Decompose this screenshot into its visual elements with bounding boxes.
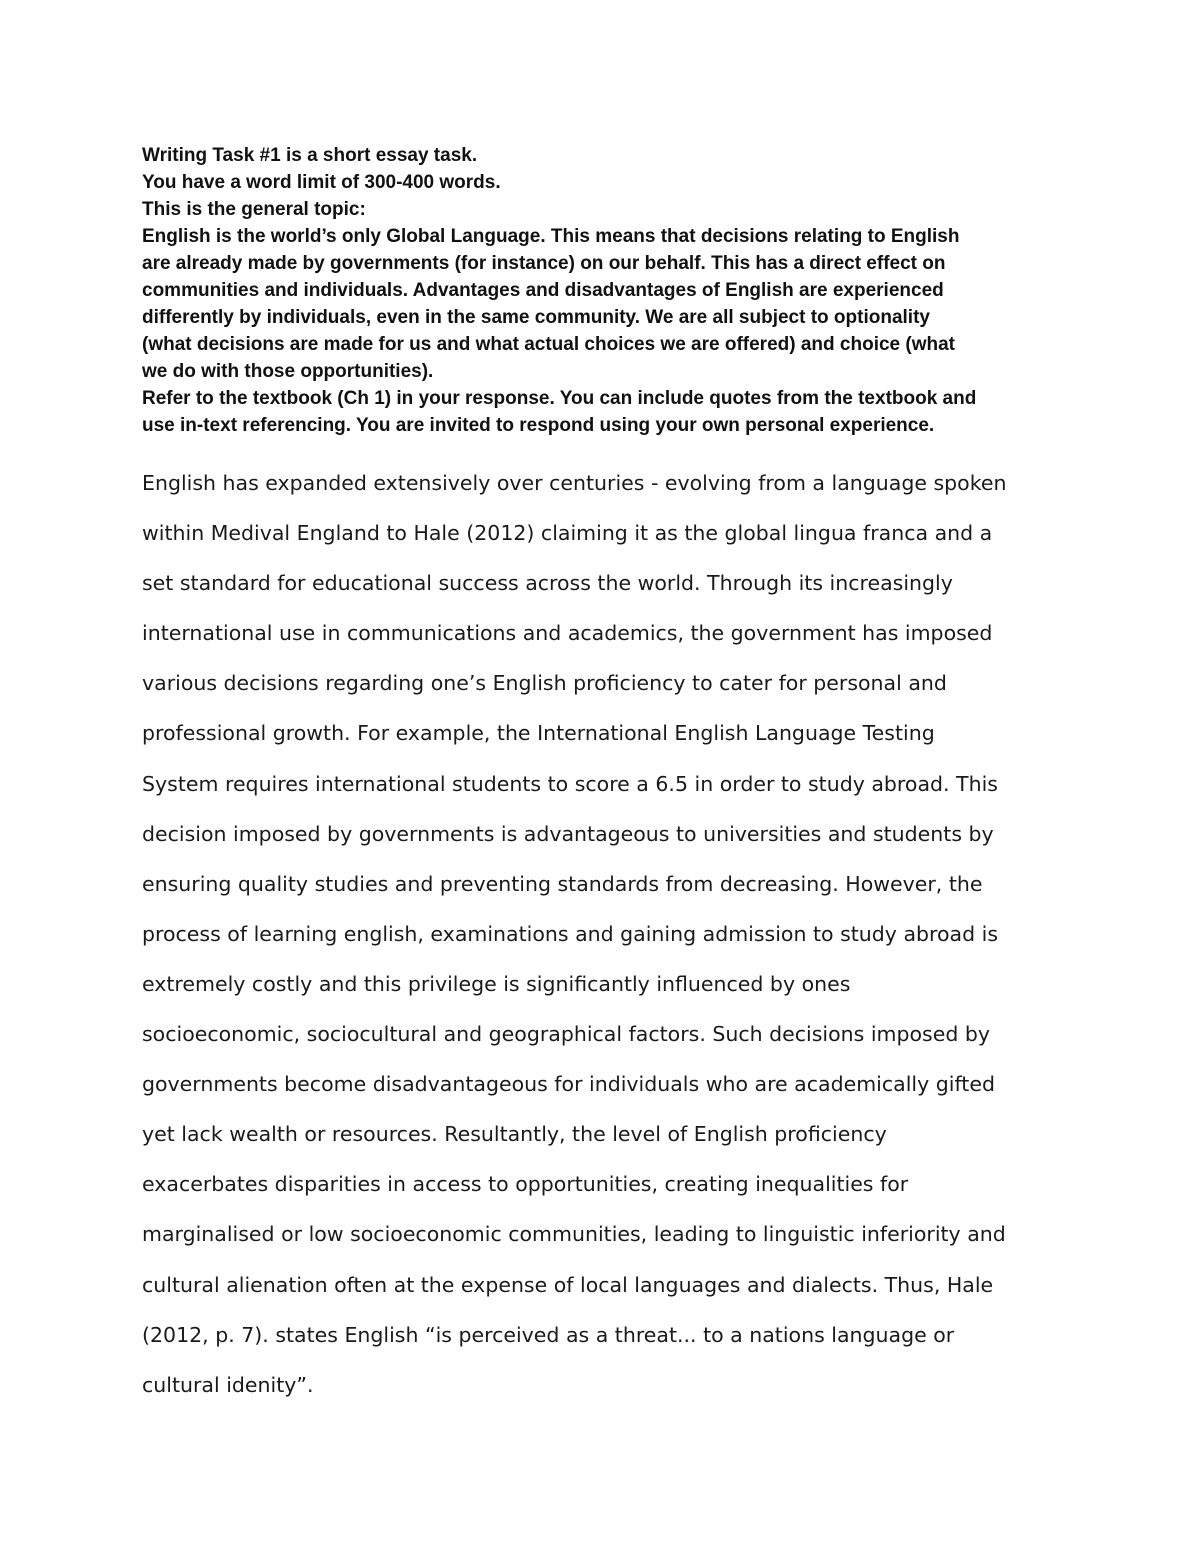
- task-line: You have a word limit of 300-400 words.: [142, 172, 501, 193]
- essay-line: yet lack wealth or resources. Resultantly, the level of English proficiency: [142, 1122, 887, 1147]
- essay-line: ensuring quality studies and preventing standards from decreasing. However, the: [142, 871, 983, 896]
- task-line: communities and individuals. Advantages and disadvantages of English are experienced: [142, 280, 944, 301]
- essay-line: socioeconomic, sociocultural and geographical factors. Such decisions imposed by: [142, 1022, 991, 1047]
- essay-line: extremely costly and this privilege is significantly influenced by ones: [142, 971, 851, 996]
- task-line: differently by individuals, even in the same community. We are all subject to optionality: [142, 307, 930, 328]
- essay-line: English has expanded extensively over centuries - evolving from a language spoken: [142, 471, 1007, 495]
- essay-line: decision imposed by governments is advantageous to universities and students by: [142, 821, 994, 846]
- essay-line: process of learning english, examinations and gaining admission to study abroad is: [142, 921, 999, 946]
- essay-line: professional growth. For example, the International English Language Testing: [142, 721, 935, 746]
- essay-line: (2012, p. 7). states English “is perceived as a threat... to a nations language or: [142, 1322, 955, 1347]
- task-line: Refer to the textbook (Ch 1) in your response. You can include quotes from the textbook and: [142, 388, 977, 409]
- essay-line: cultural idenity”.: [142, 1372, 314, 1397]
- essay-line: exacerbates disparities in access to opportunities, creating inequalities for: [142, 1172, 909, 1197]
- essay-line: international use in communications and academics, the government has imposed: [142, 621, 993, 646]
- essay-line: within Medival England to Hale (2012) claiming it as the global lingua franca and a: [142, 521, 993, 546]
- task-line: This is the general topic:: [142, 199, 366, 220]
- essay-line: governments become disadvantageous for individuals who are academically gifted: [142, 1072, 995, 1097]
- essay-body: [142, 458, 1072, 1410]
- task-line: English is the world’s only Global Language. This means that decisions relating to English: [142, 226, 960, 247]
- task-instructions: [142, 142, 1072, 439]
- task-line: Writing Task #1 is a short essay task.: [142, 145, 478, 166]
- task-line: use in-text referencing. You are invited to respond using your own personal experience.: [142, 415, 935, 436]
- task-line: are already made by governments (for instance) on our behalf. This has a direct effect on: [142, 253, 946, 274]
- essay-line: cultural alienation often at the expense of local languages and dialects. Thus, Hale: [142, 1272, 994, 1297]
- task-line: we do with those opportunities).: [142, 361, 434, 382]
- essay-line: System requires international students to score a 6.5 in order to study abroad. This: [142, 771, 998, 796]
- essay-line: various decisions regarding one’s English proficiency to cater for personal and: [142, 671, 947, 696]
- essay-line: set standard for educational success across the world. Through its increasingly: [142, 571, 953, 596]
- essay-line: marginalised or low socioeconomic communities, leading to linguistic inferiority and: [142, 1222, 1006, 1247]
- task-line: (what decisions are made for us and what actual choices we are offered) and choice (what: [142, 334, 955, 355]
